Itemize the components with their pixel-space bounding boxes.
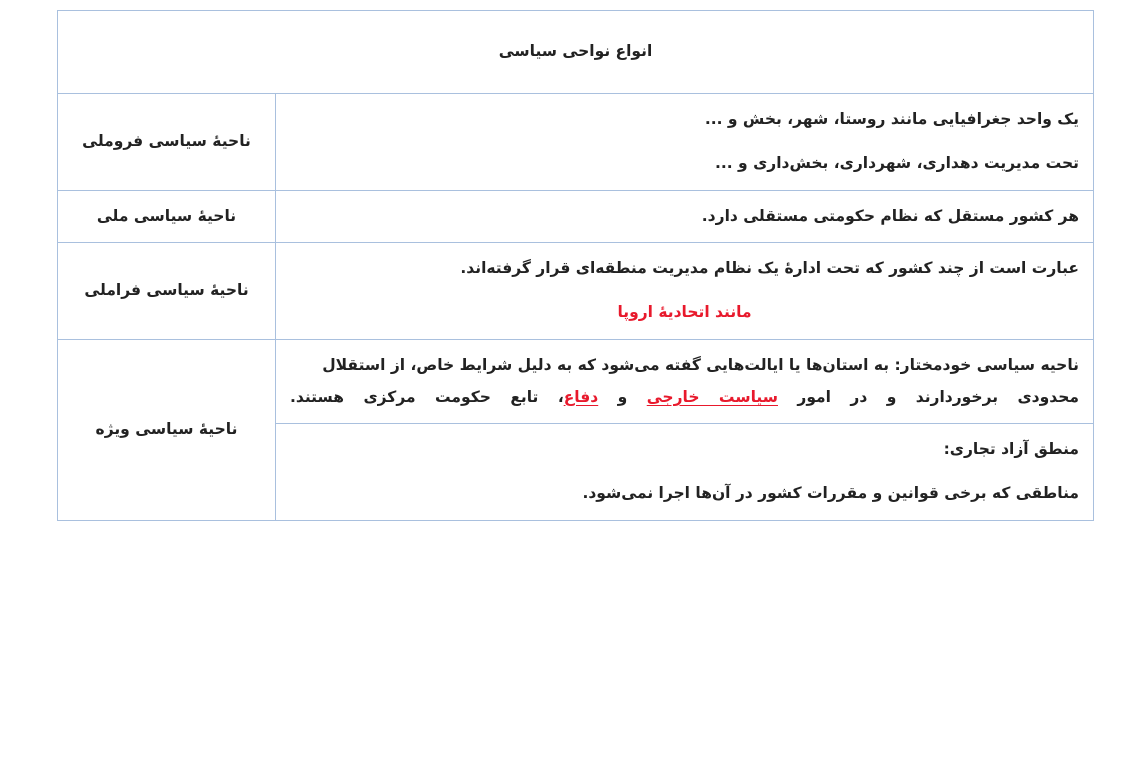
description-line: عبارت است از چند کشور که تحت ادارهٔ یک نظام مدیریت منطقه‌ای قرار گرفته‌اند. xyxy=(460,259,1079,278)
row-label-special: ناحیهٔ سیاسی ویژه xyxy=(58,339,276,520)
description-line: تحت مدیریت دهداری، شهرداری، بخش‌داری و ... xyxy=(714,153,1079,172)
table-title: انواع نواحی سیاسی xyxy=(58,11,1094,94)
description-line: منطق آزاد تجاری: xyxy=(943,440,1079,459)
paragraph-part-1: ناحیه سیاسی خودمختار: به استان‌ها یا ایالت‌هایی گفته می‌شود که به دلیل شرایط خاص، از استقلال محدودی برخوردارند و در امور xyxy=(322,355,1079,406)
paragraph-conjunction: و xyxy=(598,387,647,406)
table-row xyxy=(58,339,1094,424)
row-description-special-autonomous xyxy=(276,339,1094,424)
row-description-subnational xyxy=(276,94,1094,191)
paragraph-highlight-foreign-policy: سیاست خارجی xyxy=(646,387,778,406)
description-line-highlight: مانند اتحادیهٔ اروپا xyxy=(617,303,752,322)
table-row xyxy=(58,190,1094,243)
description-line: هر کشور مستقل که نظام حکومتی مستقلی دارد. xyxy=(701,206,1079,225)
table-row xyxy=(58,243,1094,340)
row-description-supranational xyxy=(276,243,1094,340)
table-row xyxy=(58,94,1094,191)
paragraph-highlight-defense: دفاع xyxy=(563,387,599,406)
description-line: مناطقی که برخی قوانین و مقررات کشور در آن‌ها اجرا نمی‌شود. xyxy=(582,484,1079,503)
table-row-title xyxy=(58,11,1094,94)
paragraph-part-2: ، تابع حکومت مرکزی هستند. xyxy=(290,387,564,406)
row-description-free-trade-zone xyxy=(276,424,1094,521)
row-label-supranational: ناحیهٔ سیاسی فراملی xyxy=(58,243,276,340)
row-description-national xyxy=(276,190,1094,243)
political-regions-table xyxy=(57,10,1094,521)
row-label-national: ناحیهٔ سیاسی ملی xyxy=(58,190,276,243)
description-line: یک واحد جغرافیایی مانند روستا، شهر، بخش و ... xyxy=(704,110,1079,128)
row-label-subnational: ناحیهٔ سیاسی فروملی xyxy=(58,94,276,191)
